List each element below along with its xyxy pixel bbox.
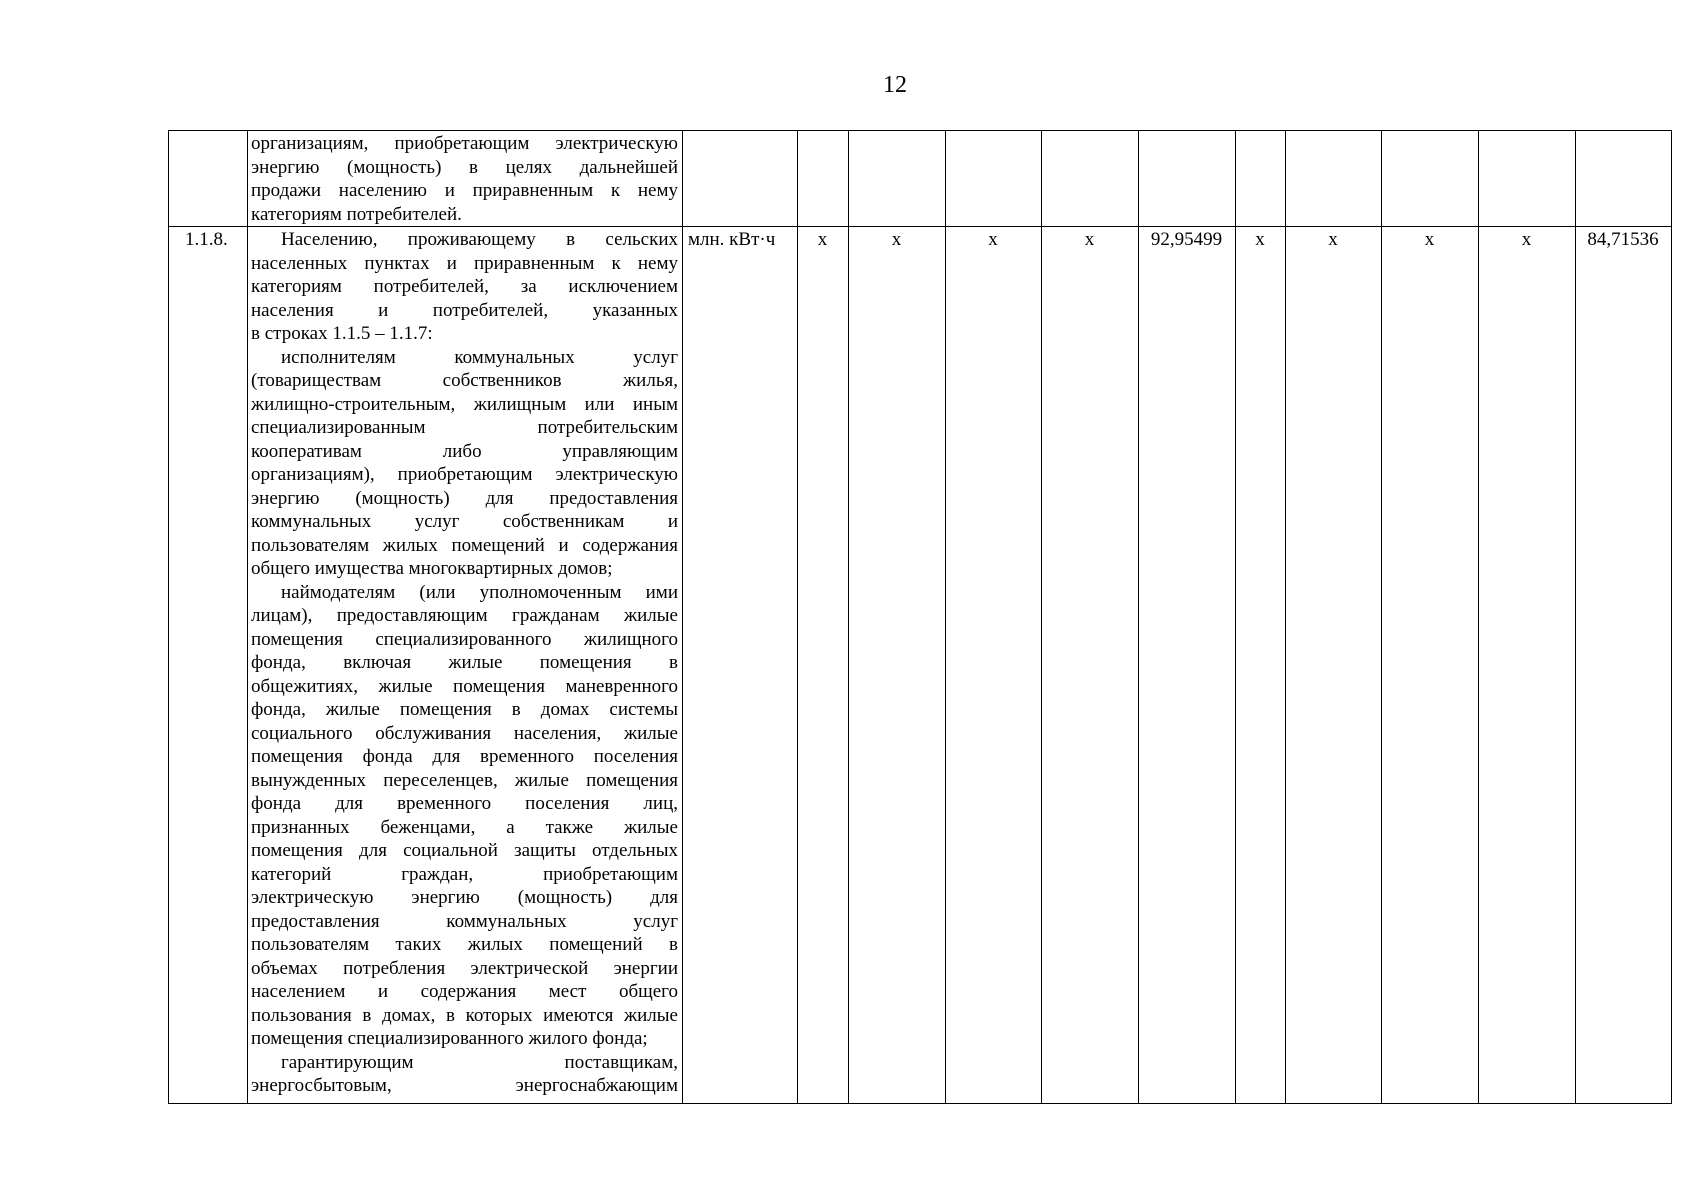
description-line: предоставления коммунальных услуг bbox=[251, 910, 678, 932]
description-line: помещения для социальной защиты отдельных bbox=[251, 840, 678, 861]
value-cell: х bbox=[817, 229, 828, 250]
value-cell: х bbox=[1084, 229, 1095, 250]
description-line: кооперативам либо управляющим bbox=[251, 440, 678, 462]
description-line: Населению, проживающему в сельских bbox=[281, 229, 678, 250]
description-line: населенных пунктах и приравненным к нему bbox=[251, 252, 678, 274]
description-line: фонда, включая жилые помещения в bbox=[251, 652, 678, 673]
column-divider bbox=[1235, 131, 1236, 1103]
description-line: энергию (мощность) в целях дальнейшей bbox=[251, 156, 678, 178]
value-cell: 84,71536 bbox=[1587, 229, 1659, 250]
description-line: электрическую энергию (мощность) для bbox=[251, 887, 678, 908]
table-row-description bbox=[251, 228, 678, 1098]
column-divider bbox=[1478, 131, 1479, 1103]
column-divider bbox=[1285, 131, 1286, 1103]
description-line: фонда для временного поселения лиц, bbox=[251, 793, 678, 814]
page-number: 12 bbox=[883, 72, 907, 98]
description-line: лицам), предоставляющим гражданам жилые bbox=[251, 605, 678, 626]
value-cell: 92,95499 bbox=[1150, 229, 1223, 250]
description-line: фонда, жилые помещения в домах системы bbox=[251, 699, 678, 720]
description-line: энергию (мощность) для предоставления bbox=[251, 487, 678, 509]
column-divider bbox=[1381, 131, 1382, 1103]
description-line: специализированным потребительским bbox=[251, 417, 678, 438]
value-cell: х bbox=[1255, 229, 1265, 250]
description-line: жилищно-строительным, жилищным или иным bbox=[251, 393, 678, 415]
description-line: помещения фонда для временного поселения bbox=[251, 746, 678, 767]
description-line: гарантирующим поставщикам, bbox=[281, 1051, 678, 1073]
description-line: признанных беженцами, а также жилые bbox=[251, 816, 678, 838]
description-line: общежитиях, жилые помещения маневренного bbox=[251, 675, 678, 697]
row-number: 1.1.8. bbox=[185, 229, 228, 250]
description-line: пользователям жилых помещений и содержания bbox=[251, 534, 678, 556]
data-table bbox=[168, 130, 1672, 1104]
description-line: наймодателям (или уполномоченным ими bbox=[281, 581, 678, 603]
description-line: помещения специализированного жилищного bbox=[251, 628, 678, 650]
unit-cell: млн. кВт·ч bbox=[688, 229, 776, 250]
description-line: коммунальных услуг собственникам и bbox=[251, 511, 678, 532]
description-line: помещения специализированного жилого фонда; bbox=[251, 1028, 648, 1049]
description-line: категориям потребителей, за исключением bbox=[251, 276, 678, 297]
column-divider bbox=[797, 131, 798, 1103]
description-line: организациям, приобретающим электрическую bbox=[251, 133, 678, 154]
row-divider bbox=[169, 226, 1671, 227]
description-line: населения и потребителей, указанных bbox=[251, 299, 678, 321]
table-row-description bbox=[251, 132, 678, 226]
description-line: категориям потребителей. bbox=[251, 203, 462, 225]
value-cell: х bbox=[988, 229, 998, 250]
description-line: объемах потребления электрической энергии bbox=[251, 957, 678, 979]
column-divider bbox=[1575, 131, 1576, 1103]
description-line: пользователям таких жилых помещений в bbox=[251, 934, 678, 955]
description-line: социального обслуживания населения, жилые bbox=[251, 722, 678, 744]
description-line: (товариществам собственников жилья, bbox=[251, 370, 678, 391]
value-cell: х bbox=[1424, 229, 1435, 250]
description-line: организациям), приобретающим электрическую bbox=[251, 464, 678, 485]
column-divider bbox=[1041, 131, 1042, 1103]
column-divider bbox=[682, 131, 683, 1103]
description-line: вынужденных переселенцев, жилые помещения bbox=[251, 769, 678, 791]
value-cell: х bbox=[891, 229, 902, 250]
value-cell: х bbox=[1521, 229, 1532, 250]
description-line: категорий граждан, приобретающим bbox=[251, 863, 678, 885]
description-line: продажи населению и приравненным к нему bbox=[251, 180, 678, 201]
column-divider bbox=[247, 131, 248, 1103]
description-line: энергосбытовым, энергоснабжающим bbox=[251, 1075, 678, 1096]
column-divider bbox=[1138, 131, 1139, 1103]
description-line: населением и содержания мест общего bbox=[251, 981, 678, 1002]
value-cell: х bbox=[1328, 229, 1338, 250]
column-divider bbox=[848, 131, 849, 1103]
description-line: общего имущества многоквартирных домов; bbox=[251, 558, 613, 579]
description-line: пользования в домах, в которых имеются жилые bbox=[251, 1004, 678, 1026]
description-line: исполнителям коммунальных услуг bbox=[281, 346, 678, 368]
description-line: в строках 1.1.5 – 1.1.7: bbox=[251, 323, 433, 344]
column-divider bbox=[945, 131, 946, 1103]
